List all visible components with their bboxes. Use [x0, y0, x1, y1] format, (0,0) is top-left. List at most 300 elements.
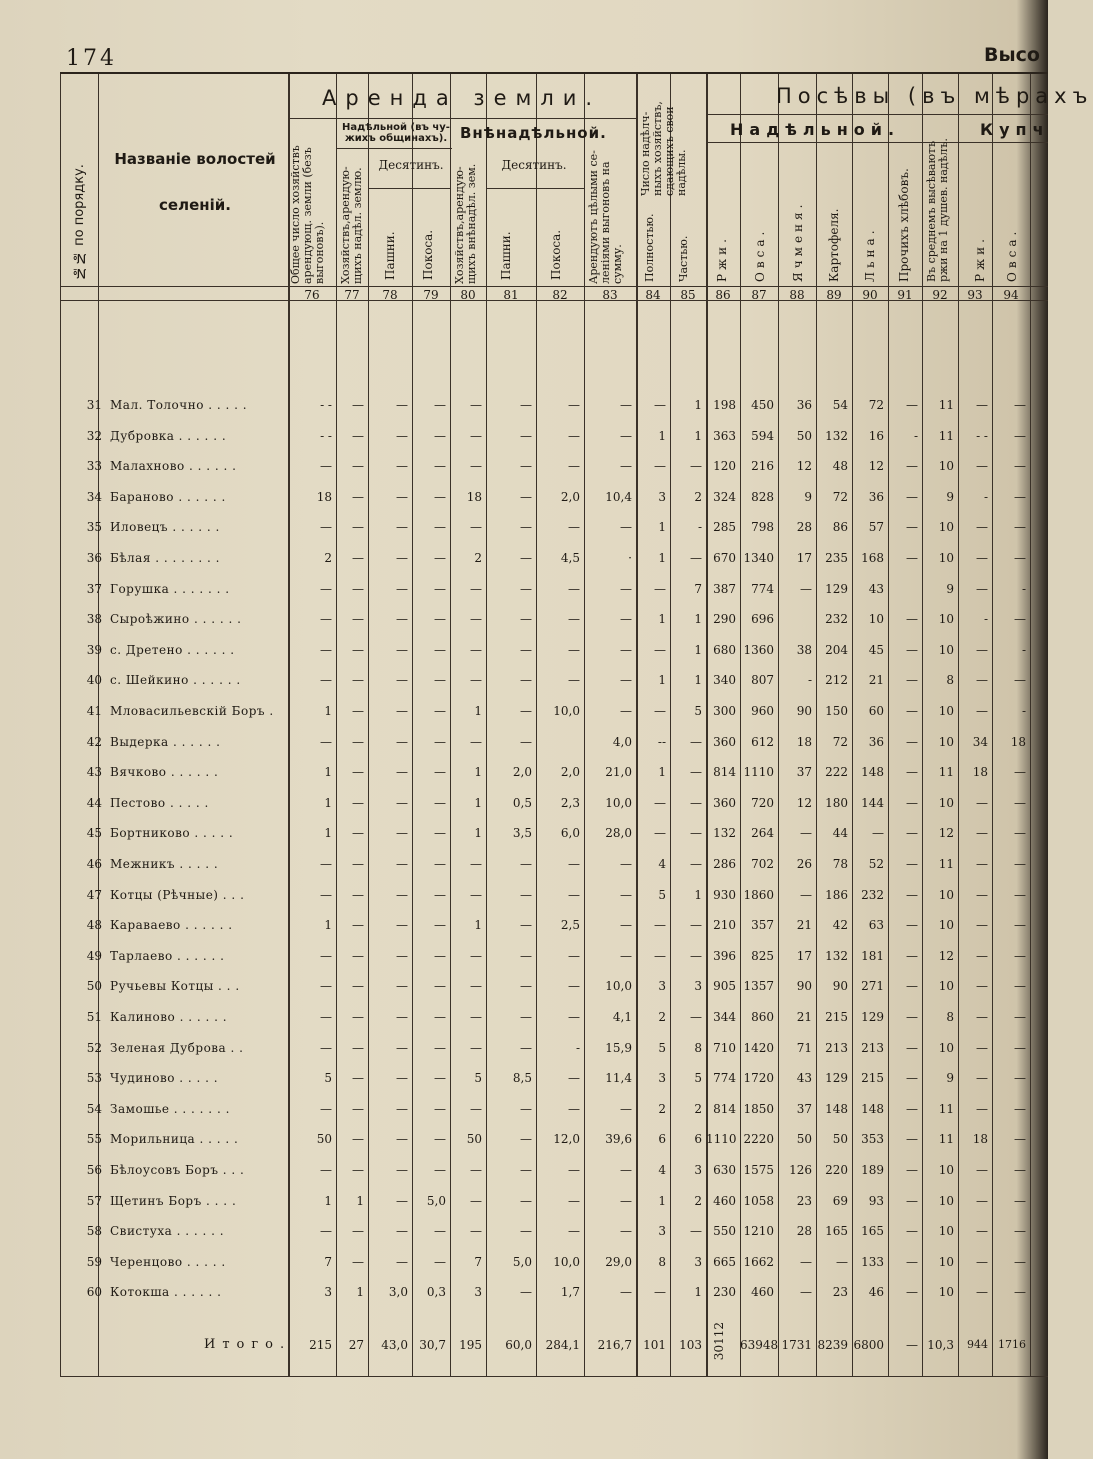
- table-cell: —: [396, 398, 408, 412]
- table-cell: 44: [832, 826, 848, 841]
- table-cell: —: [1014, 1224, 1026, 1239]
- table-cell: —: [1014, 826, 1026, 841]
- table-cell: —: [470, 857, 482, 871]
- total-cell: 1731: [781, 1338, 812, 1352]
- table-cell: 814: [713, 765, 736, 780]
- table-cell: 18: [1010, 734, 1026, 749]
- table-cell: 5: [694, 704, 702, 718]
- table-cell: —: [620, 642, 632, 657]
- table-cell: 132: [825, 948, 848, 963]
- table-cell: 960: [751, 704, 774, 718]
- table-cell: —: [352, 489, 364, 504]
- settlement-name: Дубровка . . . . . .: [110, 428, 227, 443]
- table-cell: 21: [868, 673, 884, 688]
- table-cell: —: [568, 948, 580, 963]
- total-cell: 103: [679, 1338, 702, 1352]
- table-cell: 1575: [743, 1163, 774, 1177]
- top-rule: [60, 72, 1048, 74]
- table-cell: 353: [861, 1132, 884, 1147]
- table-cell: —: [320, 581, 332, 596]
- table-cell: —: [396, 428, 408, 443]
- table-cell: —: [434, 642, 446, 657]
- table-cell: 357: [751, 918, 774, 933]
- table-cell: 10,0: [605, 795, 632, 810]
- settlement-name: Пестово . . . . .: [110, 795, 209, 810]
- table-cell: —: [520, 857, 532, 871]
- settlement-name: Вячково . . . . . .: [110, 765, 219, 780]
- table-cell: 300: [713, 704, 736, 718]
- table-cell: —: [654, 398, 666, 412]
- table-cell: —: [434, 765, 446, 780]
- table-cell: 10: [938, 704, 954, 718]
- column-number: 92: [932, 288, 948, 302]
- table-cell: —: [1014, 612, 1026, 627]
- column-divider: [992, 74, 993, 1376]
- settlement-name: Мловасильевскій Боръ .: [110, 704, 274, 718]
- table-cell: 36: [796, 398, 812, 412]
- table-cell: —: [1014, 1254, 1026, 1269]
- row-number: 56: [86, 1163, 102, 1177]
- table-cell: —: [434, 1101, 446, 1116]
- table-cell: 8: [658, 1254, 666, 1269]
- table-cell: 72: [868, 398, 884, 412]
- table-cell: —: [690, 1224, 702, 1239]
- table-cell: —: [320, 520, 332, 535]
- table-cell: —: [320, 734, 332, 749]
- arenda-rule: [288, 118, 636, 119]
- table-cell: 198: [713, 398, 736, 412]
- table-cell: 11: [938, 1101, 954, 1116]
- table-cell: —: [520, 1285, 532, 1300]
- table-cell: —: [620, 857, 632, 871]
- table-cell: —: [568, 979, 580, 994]
- table-cell: —: [434, 428, 446, 443]
- table-cell: 696: [751, 612, 774, 627]
- table-cell: —: [520, 428, 532, 443]
- table-cell: —: [976, 642, 988, 657]
- table-cell: —: [568, 428, 580, 443]
- table-cell: 120: [713, 459, 736, 474]
- table-cell: —: [434, 489, 446, 504]
- table-cell: —: [396, 948, 408, 963]
- table-cell: 4: [658, 857, 666, 871]
- table-cell: —: [800, 581, 812, 596]
- table-cell: —: [906, 795, 918, 810]
- table-cell: —: [976, 948, 988, 963]
- table-cell: 828: [751, 489, 774, 504]
- table-cell: 213: [825, 1040, 848, 1055]
- table-cell: 2,0: [560, 765, 580, 780]
- row-number: 37: [86, 581, 102, 596]
- table-cell: —: [1014, 1040, 1026, 1055]
- table-cell: —: [1014, 551, 1026, 565]
- table-cell: 148: [861, 1101, 884, 1116]
- row-number: 41: [86, 704, 102, 718]
- column-number: 86: [715, 288, 731, 302]
- table-cell: 21,0: [605, 765, 632, 780]
- table-cell: —: [976, 1193, 988, 1208]
- row-number: 58: [86, 1224, 102, 1239]
- header-name-line1: Названіе волостей: [114, 150, 276, 168]
- table-cell: 212: [825, 673, 848, 688]
- table-cell: —: [396, 826, 408, 841]
- table-cell: —: [568, 1071, 580, 1086]
- table-cell: —: [906, 1163, 918, 1177]
- table-cell: —: [396, 704, 408, 718]
- table-cell: —: [396, 1040, 408, 1055]
- header-row-number: №№ по порядку.: [72, 164, 87, 280]
- table-cell: —: [396, 642, 408, 657]
- table-cell: --: [657, 734, 666, 749]
- table-cell: —: [396, 459, 408, 474]
- table-cell: —: [470, 642, 482, 657]
- table-cell: 5: [324, 1071, 332, 1086]
- table-cell: —: [352, 1224, 364, 1239]
- table-cell: 43: [796, 1071, 812, 1086]
- table-cell: 387: [713, 581, 736, 596]
- table-cell: 57: [868, 520, 884, 535]
- table-cell: —: [520, 612, 532, 627]
- table-cell: 1850: [743, 1101, 774, 1116]
- table-cell: —: [620, 918, 632, 933]
- row-number: 42: [86, 734, 102, 749]
- column-divider: [852, 74, 853, 1376]
- total-cell: 8239: [817, 1338, 848, 1352]
- column-number: 88: [789, 288, 805, 302]
- table-cell: 5: [694, 1071, 702, 1086]
- table-cell: —: [1014, 979, 1026, 994]
- table-cell: 11,4: [605, 1071, 632, 1086]
- table-cell: 630: [713, 1163, 736, 1177]
- table-cell: 9: [946, 581, 954, 596]
- table-cell: —: [1014, 887, 1026, 902]
- table-cell: —: [568, 398, 580, 412]
- table-cell: 460: [751, 1285, 774, 1300]
- table-cell: —: [396, 1101, 408, 1116]
- settlement-name: Бѣлая . . . . . . . .: [110, 551, 220, 565]
- column-divider: [778, 74, 779, 1376]
- settlement-name: Бортниково . . . . .: [110, 826, 234, 841]
- total-cell: 60,0: [505, 1338, 532, 1352]
- table-cell: 93: [868, 1193, 884, 1208]
- table-cell: —: [568, 612, 580, 627]
- table-cell: 4,1: [612, 1010, 632, 1024]
- row-number: 36: [86, 551, 102, 565]
- table-cell: 550: [713, 1224, 736, 1239]
- row-number: 47: [86, 887, 102, 902]
- table-cell: —: [568, 1101, 580, 1116]
- settlement-name: Черенцово . . . . .: [110, 1254, 226, 1269]
- table-cell: —: [976, 398, 988, 412]
- table-cell: —: [320, 1101, 332, 1116]
- table-cell: 12: [796, 459, 812, 474]
- table-cell: —: [976, 857, 988, 871]
- header-pokosa: Покоса.: [421, 229, 435, 280]
- table-cell: 78: [832, 857, 848, 871]
- table-cell: —: [568, 857, 580, 871]
- row-number: 52: [86, 1040, 102, 1055]
- table-cell: —: [434, 1040, 446, 1055]
- table-cell: —: [434, 520, 446, 535]
- settlement-name: Межникъ . . . . .: [110, 857, 219, 871]
- header-name-line2: селеній.: [159, 196, 231, 214]
- table-cell: —: [906, 948, 918, 963]
- table-cell: 3: [658, 489, 666, 504]
- table-cell: 52: [868, 857, 884, 871]
- table-cell: —: [620, 520, 632, 535]
- table-cell: 38: [796, 642, 812, 657]
- table-cell: 3: [694, 1163, 702, 1177]
- table-cell: ·: [628, 551, 632, 565]
- table-cell: —: [352, 826, 364, 841]
- row-number: 51: [86, 1010, 102, 1024]
- table-cell: 11: [938, 765, 954, 780]
- table-cell: 10,0: [605, 979, 632, 994]
- table-cell: —: [352, 857, 364, 871]
- total-cell: 215: [309, 1338, 332, 1352]
- table-cell: 34: [972, 734, 988, 749]
- table-cell: 1: [356, 1193, 364, 1208]
- table-cell: 1: [694, 398, 702, 412]
- table-cell: —: [352, 1254, 364, 1269]
- table-cell: 1: [694, 673, 702, 688]
- table-cell: 23: [796, 1193, 812, 1208]
- table-cell: —: [620, 948, 632, 963]
- table-cell: 710: [713, 1040, 736, 1055]
- table-cell: 10: [938, 1224, 954, 1239]
- table-cell: 814: [713, 1101, 736, 1116]
- total-cell: 63948: [740, 1338, 779, 1352]
- table-cell: —: [568, 642, 580, 657]
- row-number: 46: [86, 857, 102, 871]
- table-cell: —: [654, 704, 666, 718]
- table-cell: —: [352, 887, 364, 902]
- table-cell: —: [568, 1224, 580, 1239]
- settlement-name: Выдерка . . . . . .: [110, 734, 221, 749]
- table-cell: —: [906, 459, 918, 474]
- row-number: 57: [86, 1193, 102, 1208]
- table-cell: -: [697, 520, 702, 535]
- table-cell: 133: [861, 1254, 884, 1269]
- table-cell: —: [470, 887, 482, 902]
- table-cell: 4,5: [560, 551, 580, 565]
- header-kartofelya: Картофеля.: [827, 208, 841, 282]
- table-cell: 1: [324, 918, 332, 933]
- column-number: 94: [1003, 288, 1019, 302]
- table-cell: 129: [825, 1071, 848, 1086]
- table-bottom-rule: [60, 1376, 1048, 1377]
- table-cell: 50: [316, 1132, 332, 1147]
- table-cell: 90: [832, 979, 848, 994]
- table-cell: —: [470, 734, 482, 749]
- total-cell: 30112: [712, 1322, 726, 1361]
- table-cell: —: [620, 673, 632, 688]
- table-cell: 1: [694, 642, 702, 657]
- table-cell: —: [396, 857, 408, 871]
- header-nadel-group: Надѣльной (въ чу- жихъ общинахъ).: [342, 122, 450, 144]
- table-cell: 7: [324, 1254, 332, 1269]
- table-cell: 235: [825, 551, 848, 565]
- table-cell: 12: [868, 459, 884, 474]
- table-cell: —: [620, 1163, 632, 1177]
- table-cell: 7: [474, 1254, 482, 1269]
- table-cell: 1860: [743, 887, 774, 902]
- table-cell: —: [396, 551, 408, 565]
- table-cell: —: [520, 1193, 532, 1208]
- table-cell: -: [575, 1040, 580, 1055]
- table-cell: —: [690, 857, 702, 871]
- header-nadel-households: Хозяйствъ,арендую- щихъ надѣл. землю.: [339, 166, 364, 284]
- row-number: 49: [86, 948, 102, 963]
- table-cell: —: [320, 1163, 332, 1177]
- table-cell: —: [976, 1224, 988, 1239]
- table-cell: 232: [825, 612, 848, 627]
- table-cell: 11: [938, 857, 954, 871]
- table-cell: 10: [938, 734, 954, 749]
- table-cell: 9: [946, 1071, 954, 1086]
- table-cell: —: [568, 1193, 580, 1208]
- table-cell: —: [520, 1101, 532, 1116]
- row-number: 34: [86, 489, 102, 504]
- table-cell: 10: [938, 1163, 954, 1177]
- table-cell: —: [906, 612, 918, 627]
- table-cell: 612: [751, 734, 774, 749]
- table-cell: —: [396, 1254, 408, 1269]
- table-cell: —: [800, 887, 812, 902]
- table-cell: —: [352, 918, 364, 933]
- table-cell: —: [470, 581, 482, 596]
- table-cell: —: [690, 459, 702, 474]
- table-cell: 6: [658, 1132, 666, 1147]
- table-cell: —: [906, 1254, 918, 1269]
- table-cell: —: [520, 1010, 532, 1024]
- table-cell: -: [983, 612, 988, 627]
- table-cell: —: [520, 489, 532, 504]
- table-cell: 230: [713, 1285, 736, 1300]
- table-cell: —: [396, 979, 408, 994]
- table-cell: 1110: [743, 765, 774, 780]
- table-cell: 148: [861, 765, 884, 780]
- table-cell: —: [906, 1193, 918, 1208]
- header-vnenadel-pokosa: Покоса.: [549, 229, 563, 280]
- table-cell: 3,0: [388, 1285, 408, 1300]
- table-cell: 1: [658, 1193, 666, 1208]
- table-cell: 340: [713, 673, 736, 688]
- table-cell: —: [690, 795, 702, 810]
- table-cell: —: [352, 1132, 364, 1147]
- header-vnenadel-pashni: Пашни.: [499, 231, 513, 280]
- row-number: 39: [86, 642, 102, 657]
- settlement-name: Зеленая Дуброва . .: [110, 1040, 244, 1055]
- table-cell: 213: [861, 1040, 884, 1055]
- table-cell: 26: [796, 857, 812, 871]
- table-cell: —: [654, 795, 666, 810]
- table-cell: 665: [713, 1254, 736, 1269]
- table-cell: —: [434, 1254, 446, 1269]
- settlement-name: Мал. Толочно . . . . .: [110, 398, 248, 412]
- table-cell: —: [654, 459, 666, 474]
- table-cell: —: [434, 704, 446, 718]
- table-cell: —: [1014, 1285, 1026, 1300]
- running-head: Высо: [984, 44, 1040, 66]
- table-cell: 129: [825, 581, 848, 596]
- table-cell: —: [396, 489, 408, 504]
- table-cell: 18: [466, 489, 482, 504]
- table-cell: 4,0: [612, 734, 632, 749]
- table-cell: —: [690, 948, 702, 963]
- table-cell: 37: [796, 1101, 812, 1116]
- table-cell: 16: [868, 428, 884, 443]
- row-number: 50: [86, 979, 102, 994]
- column-number: 77: [344, 288, 360, 302]
- table-cell: 702: [751, 857, 774, 871]
- table-cell: —: [434, 918, 446, 933]
- table-cell: 12: [796, 795, 812, 810]
- table-cell: 0,5: [512, 795, 532, 810]
- settlement-name: с. Дретено . . . . . .: [110, 642, 235, 657]
- table-cell: 132: [825, 428, 848, 443]
- column-divider: [486, 74, 487, 1376]
- nadelnoy-rule: [706, 142, 1048, 143]
- table-cell: —: [320, 642, 332, 657]
- table-cell: 1: [474, 826, 482, 841]
- table-cell: -: [913, 428, 918, 443]
- table-cell: —: [320, 948, 332, 963]
- table-cell: —: [470, 1193, 482, 1208]
- table-cell: —: [434, 398, 446, 412]
- table-cell: —: [976, 918, 988, 933]
- table-cell: 2,3: [560, 795, 580, 810]
- table-cell: —: [352, 642, 364, 657]
- table-cell: —: [396, 1010, 408, 1024]
- table-cell: —: [352, 398, 364, 412]
- table-cell: 670: [713, 551, 736, 565]
- table-cell: 1720: [743, 1071, 774, 1086]
- table-cell: 168: [861, 551, 884, 565]
- table-cell: 90: [796, 704, 812, 718]
- table-cell: —: [520, 459, 532, 474]
- table-cell: —: [396, 795, 408, 810]
- table-cell: 1360: [743, 642, 774, 657]
- table-cell: —: [320, 1010, 332, 1024]
- row-number: 44: [86, 795, 102, 810]
- table-cell: 60: [868, 704, 884, 718]
- table-cell: 930: [713, 887, 736, 902]
- column-divider: [958, 74, 959, 1376]
- header-srednem: Въ среднемъ высѣваютъ ржи на 1 душев. надѣлъ.: [925, 138, 950, 282]
- table-cell: - -: [320, 428, 332, 443]
- table-cell: 28: [796, 1224, 812, 1239]
- total-cell: 101: [643, 1338, 666, 1352]
- table-cell: —: [396, 1163, 408, 1177]
- header-vygony: Арендуютъ цѣлыми се- леніями выгоновъ на сумму.: [587, 150, 624, 284]
- table-cell: —: [568, 1163, 580, 1177]
- row-number: 48: [86, 918, 102, 933]
- table-cell: 1: [324, 795, 332, 810]
- table-cell: 3: [658, 1224, 666, 1239]
- table-cell: 54: [832, 398, 848, 412]
- table-cell: 210: [713, 918, 736, 933]
- table-cell: —: [396, 520, 408, 535]
- table-cell: 10: [938, 1254, 954, 1269]
- table-cell: 37: [796, 765, 812, 780]
- table-cell: 72: [832, 734, 848, 749]
- table-cell: —: [800, 826, 812, 841]
- table-cell: —: [520, 398, 532, 412]
- table-cell: —: [1014, 857, 1026, 871]
- table-cell: 1: [694, 1285, 702, 1300]
- row-number: 55: [86, 1132, 102, 1147]
